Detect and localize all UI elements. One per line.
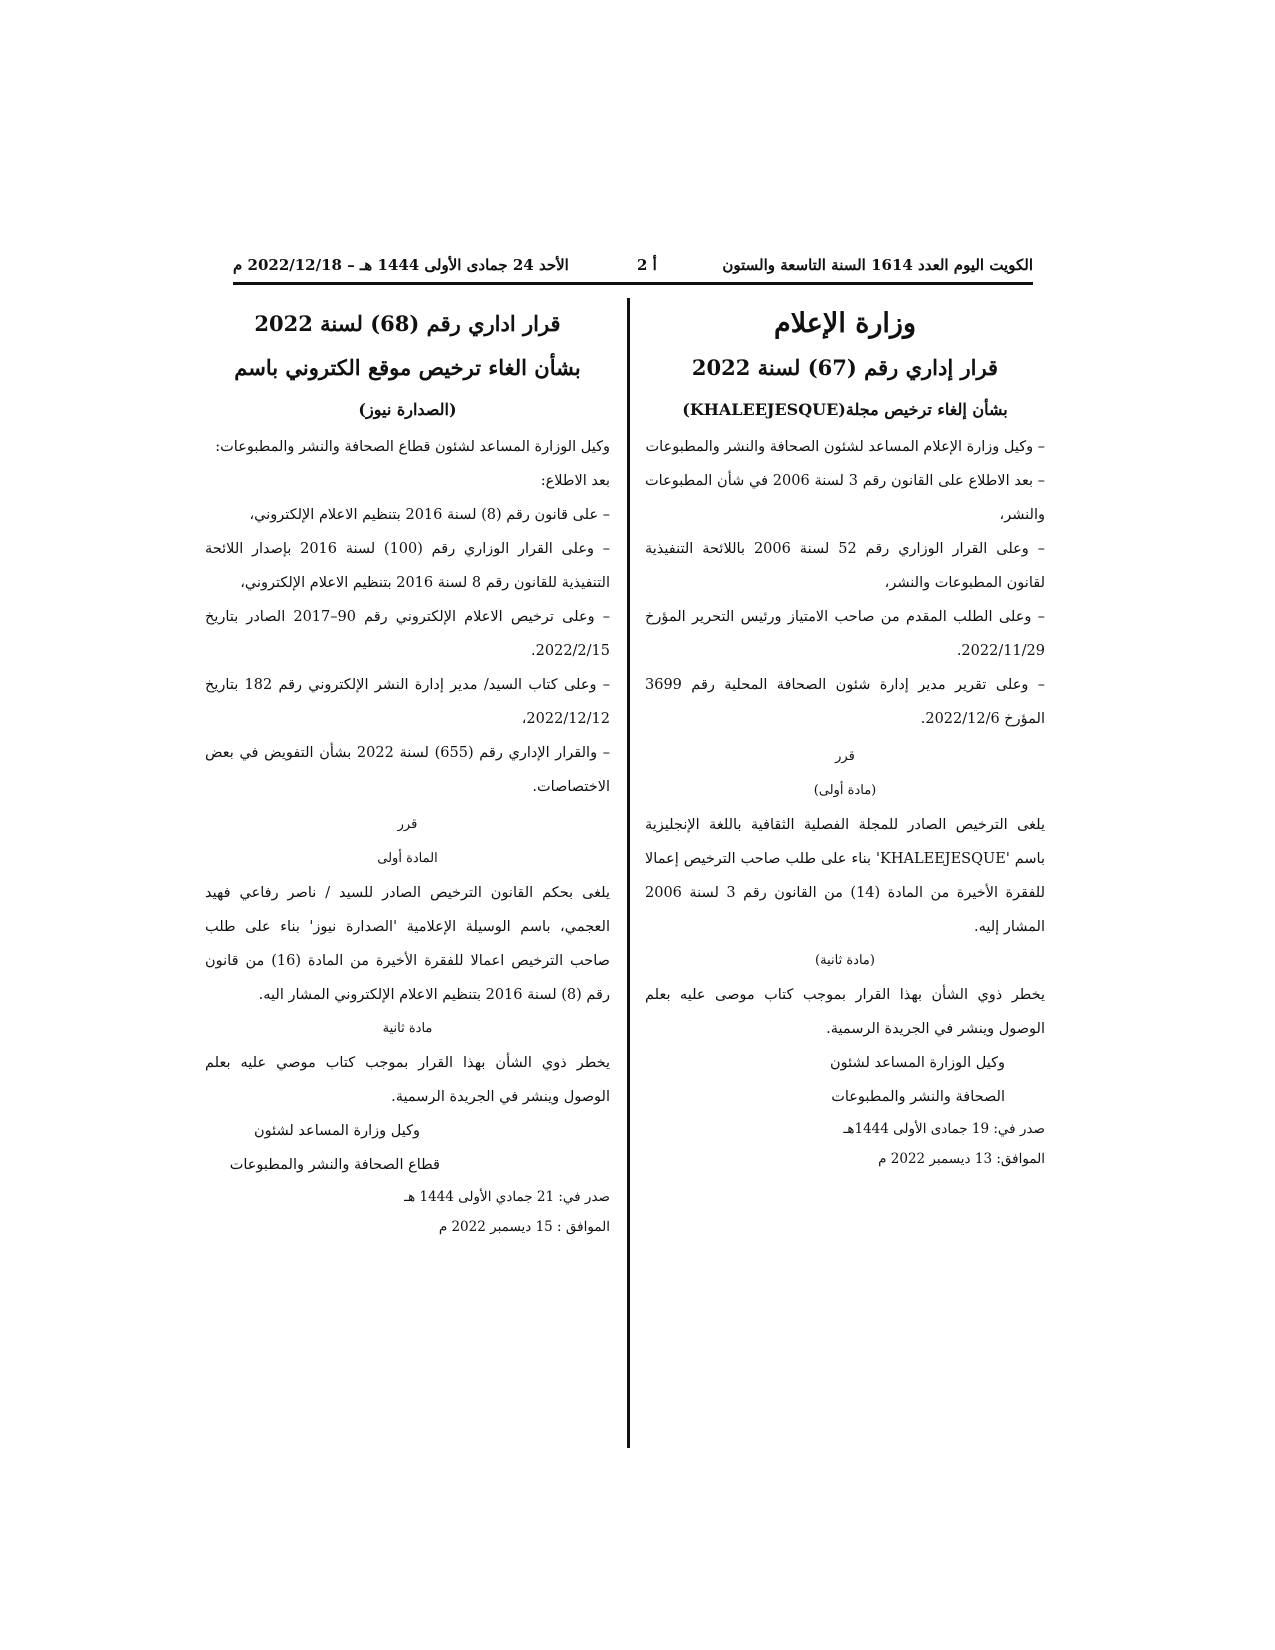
decision-title: قرار اداري رقم (68) لسنة 2022 [254,311,561,336]
header-rule [233,282,1033,285]
preamble-paragraph: – بعد الاطلاع على القانون رقم 3 لسنة 2006 في شأن المطبوعات والنشر، [645,473,1045,523]
decision-subject: بشأن الغاء ترخيص موقع الكتروني باسم [234,355,581,380]
decided-heading: قرر [835,749,855,764]
preamble-paragraph: – وعلى القرار الوزاري رقم (100) لسنة 2016 بإصدار اللائحة التنفيذية للقانون رقم 8 لسنة 2016 بتنظيم الاعلام الإلكتروني، [205,541,610,591]
ministry-title: وزارة الإعلام [773,308,916,339]
preamble-paragraph: – وكيل وزارة الإعلام المساعد لشئون الصحافة والنشر والمطبوعات [645,439,1045,455]
article-2-title: (مادة ثانية) [815,953,875,968]
preamble-paragraph: – وعلى ترخيص الاعلام الإلكتروني رقم 90–2017 الصادر بتاريخ 2022/2/15. [205,609,610,659]
issue-date: الأحد 24 جمادى الأولى 1444 هـ – 2022/12/18 م [233,256,569,274]
signature-line: وكيل الوزارة المساعد لشئون [830,1055,1005,1071]
article-1-text: يلغى بحكم القانون الترخيص الصادر للسيد / ناصر رفاعي فهيد العجمي، باسم الوسيلة الإعلامية 'الصدارة نيوز' بناء على طلب صاحب الترخيص اعمالا للفقرة الأخيرة من المادة (16) من قانون رقم (8) لسنة 2016 بتنظيم الاعلام الإلكتروني المشار اليه. [205,885,610,1003]
issued-date: صدر في: 21 جمادي الأولى 1444 هـ [404,1189,610,1205]
signature-line: الصحافة والنشر والمطبوعات [831,1089,1005,1105]
corresponding-date: الموافق : 15 ديسمبر 2022 م [438,1219,610,1235]
signature-line: قطاع الصحافة والنشر والمطبوعات [229,1157,440,1173]
signature-line: وكيل وزارة المساعد لشئون [253,1123,420,1139]
decided-heading: قرر [397,817,418,832]
decision-title: قرار إداري رقم (67) لسنة 2022 [691,355,999,380]
page-header [233,256,1033,278]
preamble-paragraph: – وعلى تقرير مدير إدارة شئون الصحافة المحلية رقم 3699 المؤرخ 2022/12/6. [645,677,1045,727]
preamble-paragraph: – على قانون رقم (8) لسنة 2016 بتنظيم الاعلام الإلكتروني، [249,507,610,523]
corresponding-date: الموافق: 13 ديسمبر 2022 م [878,1151,1045,1167]
gazette-issue: الكويت اليوم العدد 1614 السنة التاسعة والستون [722,256,1033,274]
intro-line: وكيل الوزارة المساعد لشئون قطاع الصحافة والنشر والمطبوعات: [215,439,610,455]
preamble-paragraph: – وعلى كتاب السيد/ مدير إدارة النشر الإلكتروني رقم 182 بتاريخ 2022/12/12، [205,677,611,727]
preamble-paragraph: – وعلى القرار الوزاري رقم 52 لسنة 2006 باللائحة التنفيذية لقانون المطبوعات والنشر، [645,541,1045,591]
decision-67-column [645,302,1045,1174]
article-2-text: يخطر ذوي الشأن بهذا القرار بموجب كتاب موصى عليه بعلم الوصول وينشر في الجريدة الرسمية. [645,987,1045,1037]
decision-subject: بشأن إلغاء ترخيص مجلة(KHALEEJESQUE) [682,400,1008,419]
decision-68-column [205,302,610,1242]
decision-subject-name: (الصدارة نيوز) [358,400,457,419]
preamble-paragraph: – وعلى الطلب المقدم من صاحب الامتياز ورئيس التحرير المؤرخ 2022/11/29. [645,609,1045,659]
column-divider [627,298,630,1448]
issued-date: صدر في: 19 جمادى الأولى 1444هـ [843,1121,1045,1137]
preamble-paragraph: – والقرار الإداري رقم (655) لسنة 2022 بشأن التفويض في بعض الاختصاصات. [205,745,610,795]
article-2-title: مادة ثانية [382,1021,433,1036]
article-1-title: (مادة أولى) [813,783,877,798]
article-1-text: يلغى الترخيص الصادر للمجلة الفصلية الثقافية باللغة الإنجليزية باسم 'KHALEEJESQUE' بناء على طلب صاحب الترخيص إعمالا للفقرة الأخيرة من المادة (14) من القانون رقم 3 لسنة 2006 المشار إليه. [645,817,1045,935]
page-number: أ 2 [637,256,657,274]
after-review-line: بعد الاطلاع: [540,473,610,489]
article-1-title: المادة أولى [377,851,438,866]
article-2-text: يخطر ذوي الشأن بهذا القرار بموجب كتاب موصي عليه بعلم الوصول وينشر في الجريدة الرسمية. [205,1055,610,1105]
